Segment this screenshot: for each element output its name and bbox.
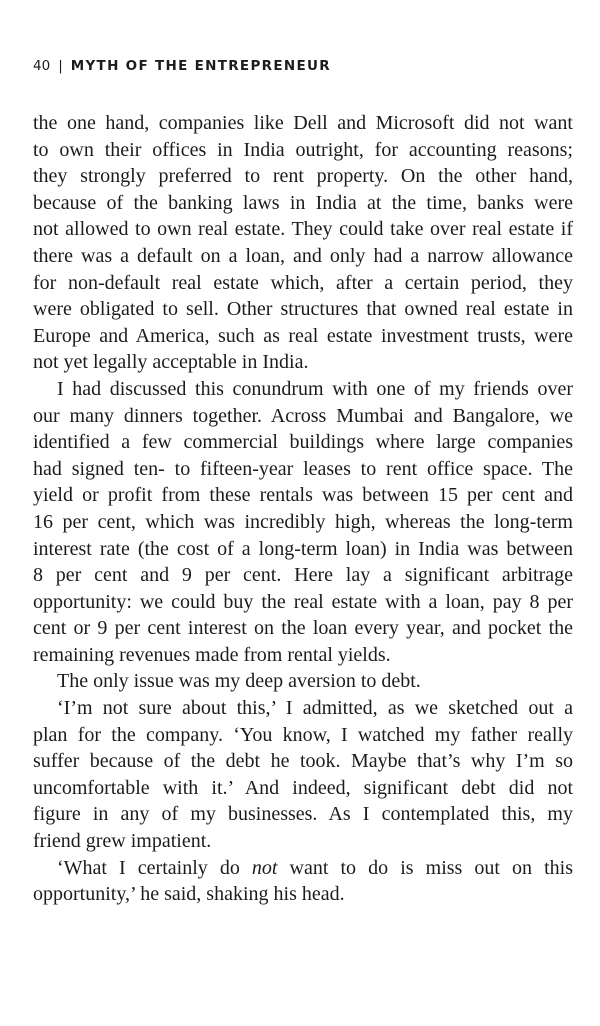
text-line bbox=[33, 589, 573, 616]
text-line bbox=[33, 801, 573, 828]
text-line bbox=[33, 137, 573, 164]
text-line bbox=[33, 163, 573, 190]
text-segment: want to do is miss out on this bbox=[277, 856, 573, 879]
text-line bbox=[33, 216, 573, 243]
text-segment: opportunity: we could buy the real estate with a loan, pay 8 per bbox=[33, 590, 573, 613]
text-line bbox=[33, 482, 573, 509]
text-line bbox=[33, 695, 573, 722]
text-line bbox=[33, 775, 573, 802]
text-line bbox=[33, 722, 573, 749]
text-line bbox=[33, 642, 573, 669]
text-segment: I had discussed this conundrum with one of my friends over bbox=[57, 377, 573, 400]
text-segment: friend grew impatient. bbox=[33, 830, 212, 853]
text-line bbox=[33, 403, 573, 430]
text-segment: 8 per cent and 9 per cent. Here lay a significant arbitrage bbox=[33, 564, 573, 587]
text-segment: identified a few commercial buildings where large companies bbox=[33, 431, 573, 454]
text-segment: The only issue was my deep aversion to debt. bbox=[57, 670, 421, 693]
text-line bbox=[33, 190, 573, 217]
text-segment: remaining revenues made from rental yields. bbox=[33, 643, 391, 666]
text-segment: our many dinners together. Across Mumbai and Bangalore, we bbox=[33, 404, 573, 427]
text-segment: the one hand, companies like Dell and Microsoft did not want bbox=[33, 112, 573, 134]
text-line bbox=[33, 562, 573, 589]
text-segment: there was a default on a loan, and only had a narrow allowance bbox=[33, 244, 573, 267]
text-line bbox=[33, 323, 573, 350]
text-segment: uncomfortable with it.’ And indeed, significant debt did not bbox=[33, 776, 573, 799]
text-segment: suffer because of the debt he took. Maybe that’s why I’m so bbox=[33, 750, 573, 773]
emphasis-text: not bbox=[251, 856, 278, 879]
text-line bbox=[33, 429, 573, 456]
body-text bbox=[33, 110, 573, 908]
book-page bbox=[33, 56, 573, 908]
text-line bbox=[33, 456, 573, 483]
text-segment: figure in any of my businesses. As I contemplated this, my bbox=[33, 803, 573, 826]
page-number: 40 bbox=[33, 58, 51, 74]
text-segment: had signed ten- to fifteen-year leases to rent office space. The bbox=[33, 457, 573, 480]
text-line bbox=[33, 828, 573, 855]
text-segment: opportunity,’ he said, shaking his head. bbox=[33, 883, 345, 906]
text-segment: because of the banking laws in India at the time, banks were bbox=[33, 191, 573, 214]
header-divider: | bbox=[58, 58, 63, 74]
text-segment: not allowed to own real estate. They could take over real estate if bbox=[33, 218, 573, 241]
text-line bbox=[33, 615, 573, 642]
text-segment: cent or 9 per cent interest on the loan every year, and pocket the bbox=[33, 617, 573, 640]
text-line bbox=[33, 668, 573, 695]
text-line bbox=[33, 243, 573, 270]
text-segment: for non-default real estate which, after a certain period, they bbox=[33, 271, 573, 294]
text-segment: plan for the company. ‘You know, I watched my father really bbox=[33, 723, 573, 746]
text-line bbox=[33, 349, 573, 376]
text-segment: Europe and America, such as real estate investment trusts, were bbox=[33, 324, 573, 347]
text-line bbox=[33, 509, 573, 536]
text-segment: not yet legally acceptable in India. bbox=[33, 351, 309, 374]
text-segment: ‘What I certainly do bbox=[57, 856, 252, 879]
text-line bbox=[33, 748, 573, 775]
text-line bbox=[33, 376, 573, 403]
book-title: MYTH OF THE ENTREPRENEUR bbox=[70, 58, 331, 74]
text-segment: they strongly preferred to rent property. On the other hand, bbox=[33, 165, 573, 188]
text-segment: interest rate (the cost of a long-term loan) in India was between bbox=[33, 537, 573, 560]
text-line bbox=[33, 881, 573, 908]
text-segment: 16 per cent, which was incredibly high, whereas the long-term bbox=[33, 510, 573, 533]
text-line bbox=[33, 855, 573, 882]
text-segment: were obligated to sell. Other structures that owned real estate in bbox=[33, 298, 573, 321]
text-line bbox=[33, 270, 573, 297]
text-segment: to own their offices in India outright, for accounting reasons; bbox=[33, 138, 573, 161]
running-header bbox=[33, 56, 573, 76]
text-line bbox=[33, 536, 573, 563]
text-segment: yield or profit from these rentals was between 15 per cent and bbox=[33, 484, 573, 507]
text-line bbox=[33, 110, 573, 137]
text-line bbox=[33, 296, 573, 323]
text-segment: ‘I’m not sure about this,’ I admitted, as we sketched out a bbox=[57, 697, 573, 720]
